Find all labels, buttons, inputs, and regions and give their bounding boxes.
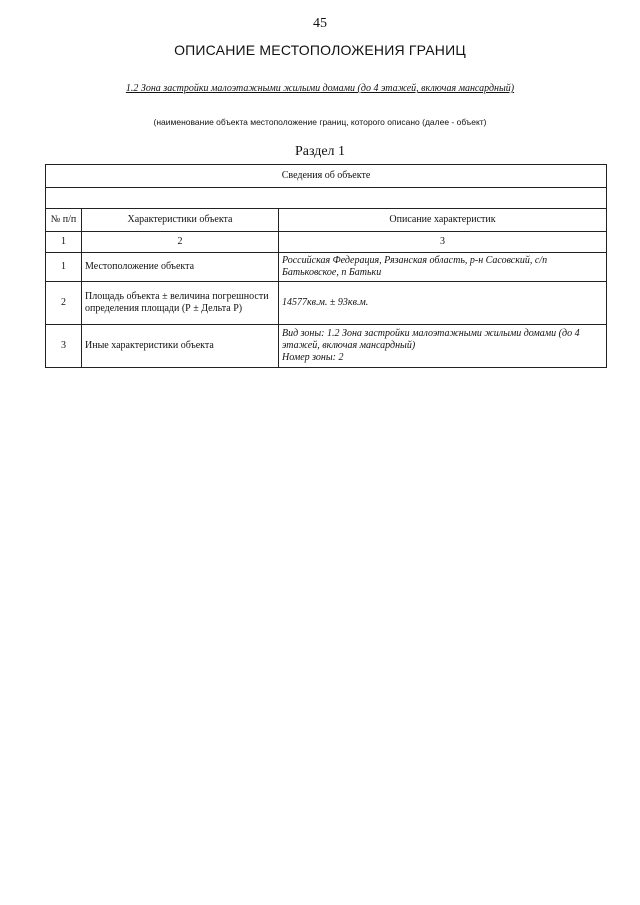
row-number: 2 [46, 282, 82, 325]
object-name-caption: (наименование объекта местоположение границ, которого описано (далее - объект) [153, 117, 487, 127]
column-header-num: № п/п [46, 209, 82, 232]
row-characteristic: Иные характеристики объекта [82, 325, 279, 368]
row-description: 14577кв.м. ± 93кв.м. [279, 282, 607, 325]
zone-number-text: Номер зоны: 2 [282, 352, 344, 363]
table-header: Сведения об объекте [46, 165, 607, 188]
table-row [46, 282, 607, 325]
column-header-characteristic: Характеристики объекта [82, 209, 279, 232]
page-number: 45 [313, 16, 327, 31]
table-empty-row [46, 188, 607, 209]
table-index-row [46, 232, 607, 253]
document-title: ОПИСАНИЕ МЕСТОПОЛОЖЕНИЯ ГРАНИЦ [174, 42, 466, 58]
section-title: Раздел 1 [294, 144, 346, 159]
table-empty-cell [46, 188, 607, 209]
table-columns-row [46, 209, 607, 232]
column-header-description: Описание характеристик [279, 209, 607, 232]
zone-type-text: Вид зоны: 1.2 Зона застройки малоэтажными жилыми домами (до 4 этажей, включая мансардный) [282, 328, 580, 351]
table-header-row [46, 165, 607, 188]
column-index-2: 2 [82, 232, 279, 253]
table-row [46, 253, 607, 282]
column-index-1: 1 [46, 232, 82, 253]
row-characteristic: Площадь объекта ± величина погрешности определения площади (Р ± Дельта Р) [82, 282, 279, 325]
row-description: Российская Федерация, Рязанская область, р-н Сасовский, с/п Батьковское, п Батьки [279, 253, 607, 282]
object-name: 1.2 Зона застройки малоэтажными жилыми домами (до 4 этажей, включая мансардный) [125, 83, 515, 94]
row-characteristic: Местоположение объекта [82, 253, 279, 282]
row-description [279, 325, 607, 368]
column-index-3: 3 [279, 232, 607, 253]
row-number: 1 [46, 253, 82, 282]
row-number: 3 [46, 325, 82, 368]
table-row [46, 325, 607, 368]
object-name-line [0, 83, 640, 94]
object-info-table [45, 164, 607, 368]
